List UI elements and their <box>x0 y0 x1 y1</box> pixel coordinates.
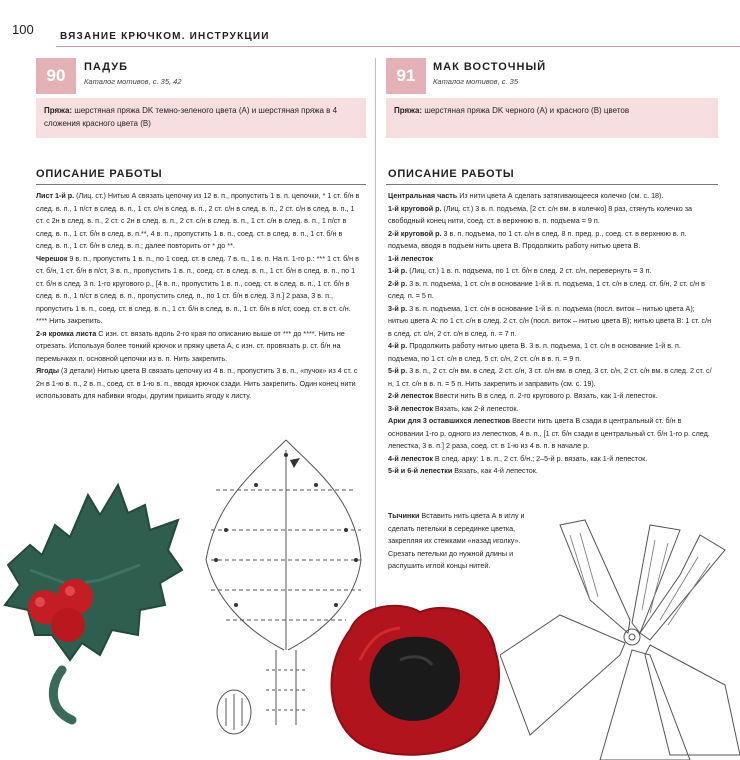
instruction-text: Продолжить работу нитью цвета В. 3 в. п. подъема, 1 ст. с/н в основание 1-й в. п. подъема, по 1 ст. с/н в след. 5 ст. с/н, 2 ст. с/н в в. п. = 9 п. <box>388 341 681 363</box>
instruction-label: Центральная часть <box>388 191 458 200</box>
instruction-label: Арки для 3 оставшихся лепестков <box>388 416 511 425</box>
instruction-block <box>388 303 714 341</box>
instruction-block <box>36 253 362 328</box>
instruction-block <box>36 190 362 253</box>
yarn-text-left: шерстяная пряжа DK темно-зеленого цвета (А) и шерстяная пряжа в 4 сложения красного цвета (В) <box>44 106 338 128</box>
instruction-label: 2-й круговой р. <box>388 228 442 238</box>
instruction-block <box>388 403 714 416</box>
instruction-text: 3 в. п. подъема, 1 ст. с/н в основание 1-й в. п. подъема (посл. виток – нитью цвета А); нитью цвета А: по 1 ст. с/н в след. 2 ст. с/н (посл. виток – нитью цвета В); нитью цвета В: 1 ст. с/н в след. ст. с/н, 2 ст. с/н в след. п. = 7 п. <box>388 303 712 338</box>
instruction-block <box>388 203 714 228</box>
instruction-text: 3 в. п. подъема, 1 ст. с/н в основание 1-й в. п. подъема, 1 ст. с/н в след. ст. б/н, 2 ст. с/н в след. п. = 5 п. <box>388 278 705 300</box>
instruction-label: Ягоды <box>36 366 60 375</box>
instruction-text: Вставить нить цвета А в иглу и сделать петельки в серединке цветка, закрепляя их стежками «назад иголку». Срезать петельки до нужной длины и распушить иглой концы нитей. <box>388 511 525 570</box>
running-title: ВЯЗАНИЕ КРЮЧКОМ. ИНСТРУКЦИИ <box>60 31 270 42</box>
instruction-block <box>388 415 714 453</box>
instruction-label: 3-й лепесток <box>388 403 433 413</box>
top-rule <box>56 46 740 47</box>
page-number: 100 <box>12 22 34 37</box>
instruction-block <box>388 265 714 278</box>
instruction-text: Вязать, как 4-й лепесток. <box>452 466 538 475</box>
instruction-label: 5-й р. <box>388 366 408 375</box>
instruction-block <box>388 253 714 266</box>
pattern-number-left: 90 <box>36 58 76 94</box>
instruction-block <box>36 365 362 403</box>
yarn-band-right <box>386 98 718 138</box>
instruction-block <box>388 278 714 303</box>
instruction-text: (Лиц. ст.) Нитью А связать цепочку из 12 в. п., пропустить 1 в. п. цепочки, * 1 ст. б/н в след. в. п., 1 п/ст в след. в. п., 1 ст. с/н в след. в. п., 2 ст. с/н в след. в. п., 2 ст. с/н в след. в. п., 1 ст. с 2н в след. в. п., 2 ст. с 2н в след. в. п., 2 ст. с/н в след. в. п., 1 ст. с/н в след. в. п., 1 п/ст в след. в. п., 1 ст. б/н в след. в. п.**, 4 в. п., пропустить 1 в. п., соед. ст. в след. в. п., 1 ст. б/н в след. в. п., 1 ст. б/н в след. в. п.; далее повторить от * до **. <box>36 191 360 250</box>
section-title-right: ОПИСАНИЕ РАБОТЫ <box>388 168 515 180</box>
yarn-label-right: Пряжа: <box>394 106 423 115</box>
section-rule-right <box>386 184 718 185</box>
instruction-label: 3-й р. <box>388 303 408 313</box>
instructions-right-top <box>388 190 714 478</box>
yarn-band-left <box>36 98 366 138</box>
instruction-text: (3 детали) Нитью цвета В связать цепочку из 4 в. п., пропустить 3 в. п., «пучок» из 4 ст. с 2н в 1-ю в. п., 2 в. п., соед. ст. в 1-ю в. п., вводя крючок сзади. Нить закрепить. Один конец нити использовать для набивки ягоды, другим пришить ягоду к листу. <box>36 366 358 400</box>
instruction-label: Черешок <box>36 253 68 263</box>
instruction-label: 2-й р. <box>388 278 408 288</box>
yarn-text-right: шерстяная пряжа DK черного (А) и красного (В) цветов <box>422 106 630 115</box>
instruction-block <box>388 340 714 365</box>
pattern-catalog-left: Каталог мотивов, с. 35, 42 <box>84 77 182 86</box>
instruction-label: 4-й р. <box>388 341 408 350</box>
instruction-label: 5-й и 6-й лепестки <box>388 466 453 475</box>
instruction-text: Ввести нить В в след. п. 2-го кругового р. Вязать, как 1-й лепесток. <box>432 391 658 400</box>
instruction-text: Ввести нить цвета В сзади в центральный ст. б/н в основании 1-го р. одного из лепестков, 4 в. п., [1 ст. б/н сзади в центральный ст. б/н 1-го р. след. лепестка, 3 в. п.] 2 раза, соед. ст. в 1-ю из 4 в. п. в начале р. <box>388 416 710 450</box>
holly-leaf-photo <box>0 475 190 725</box>
instruction-text: В след. арку: 1 в. п., 2 ст. б/н.; 2–5-й р. вязать, как 1-й лепесток. <box>432 453 648 463</box>
instruction-label: 2-й лепесток <box>388 391 433 400</box>
instruction-block <box>388 390 714 403</box>
instruction-block <box>388 465 714 478</box>
pattern-title-right: МАК ВОСТОЧНЫЙ <box>433 61 547 73</box>
instruction-block <box>388 365 714 390</box>
instruction-label: 1-й круговой р. <box>388 203 442 213</box>
instruction-text: 3 в. п. подъема, по 1 ст. с/н в след. 8 п. пред. р., соед. ст. в верхнюю в. п. подъема, вводя в подъем нить цвета В. Продолжить работу нитью цвета В. <box>388 228 687 250</box>
instruction-label: 4-й лепесток <box>388 453 433 463</box>
instruction-label: 1-й лепесток <box>388 253 433 263</box>
instruction-block <box>388 228 714 253</box>
pattern-title-left: ПАДУБ <box>84 61 128 73</box>
instruction-text: 9 в. п., пропустить 1 в. п., по 1 соед. ст. в след. 7 в. п., 1 в. п. На п. 1-го р.: *** 1 ст. б/н в ст. б/н, 1 ст. б/н в п/ст, 3 в. п., пропустить 1 в. п., соед. ст. в след. в. п., 1 ст. б/н в след. в. п., по 1 ст. б/н в след. 3 п. 1-го кругового р., [4 в. п., пропустить 1 в. п., соед. ст. в след. в. п., 1 ст. б/н в след. в. п., 1 п/ст в след. в. п., пропустить след. п., по 1 ст. б/н в след. 3 п.] 2 раза, 3 в. п., пропустить 1 в. п., соед. ст. в след. в. п., 1 ст. б/н в след. в. п., 1 ст. б/н в п/ст, соед. ст. в ст. с/н. **** Нить закрепить. <box>36 253 359 325</box>
poppy-flower-photo <box>320 600 505 760</box>
instruction-block <box>388 453 714 466</box>
section-title-left: ОПИСАНИЕ РАБОТЫ <box>36 168 163 180</box>
instruction-block <box>388 190 714 203</box>
instruction-label: Тычинки <box>388 511 420 520</box>
instruction-label: Лист 1-й р. <box>36 191 75 200</box>
section-rule-left <box>36 184 366 185</box>
column-divider <box>375 58 376 618</box>
instruction-text: Вязать, как 2-й лепесток. <box>432 403 519 413</box>
instruction-label: 1-й р. <box>388 266 408 275</box>
instructions-left <box>36 190 362 403</box>
instruction-text: (Лиц. ст.) 3 в. п. подъема, [2 ст. с/н вм. в колечко] 8 раз, стянуть колечко за свободный конец нити, соед. ст. в верхнюю в. п. подъема = 9 п. <box>388 203 693 225</box>
pattern-catalog-right: Каталог мотивов, с. 35 <box>433 77 519 86</box>
yarn-label-left: Пряжа: <box>44 106 73 115</box>
instruction-text: (Лиц. ст.) 1 в. п. подъема, по 1 ст. б/н в след. 2 ст. с/н, перевернуть = 3 п. <box>407 266 652 275</box>
pattern-number-right: 91 <box>386 58 426 94</box>
instruction-text: 3 в. п., 2 ст. с/н вм. в след. 2 ст. с/н, 3 ст. с/н вм. в след. 3 ст. с/н, 2 ст. с/н вм. в след. 2 ст. с/н, 1 ст. с/н в в. п. = 5 п. Нить закрепить и заправить (см. с. 19). <box>388 366 712 388</box>
instruction-label: 2-я кромка листа <box>36 328 97 338</box>
instruction-text: Из нити цвета А сделать затягивающееся колечко (см. с. 18). <box>457 191 664 200</box>
poppy-crochet-chart <box>500 505 740 760</box>
instruction-block <box>36 328 362 366</box>
instruction-text: С изн. ст. вязать вдоль 2-го края по описанию выше от *** до ****. Нить не отрезать. Используя более тонкий крючок и пряжу цвета А, с изн. ст. провязать р. ст. б/н на перемычках п. основной цепочки из в. п. Нить закрепить. <box>36 328 345 363</box>
